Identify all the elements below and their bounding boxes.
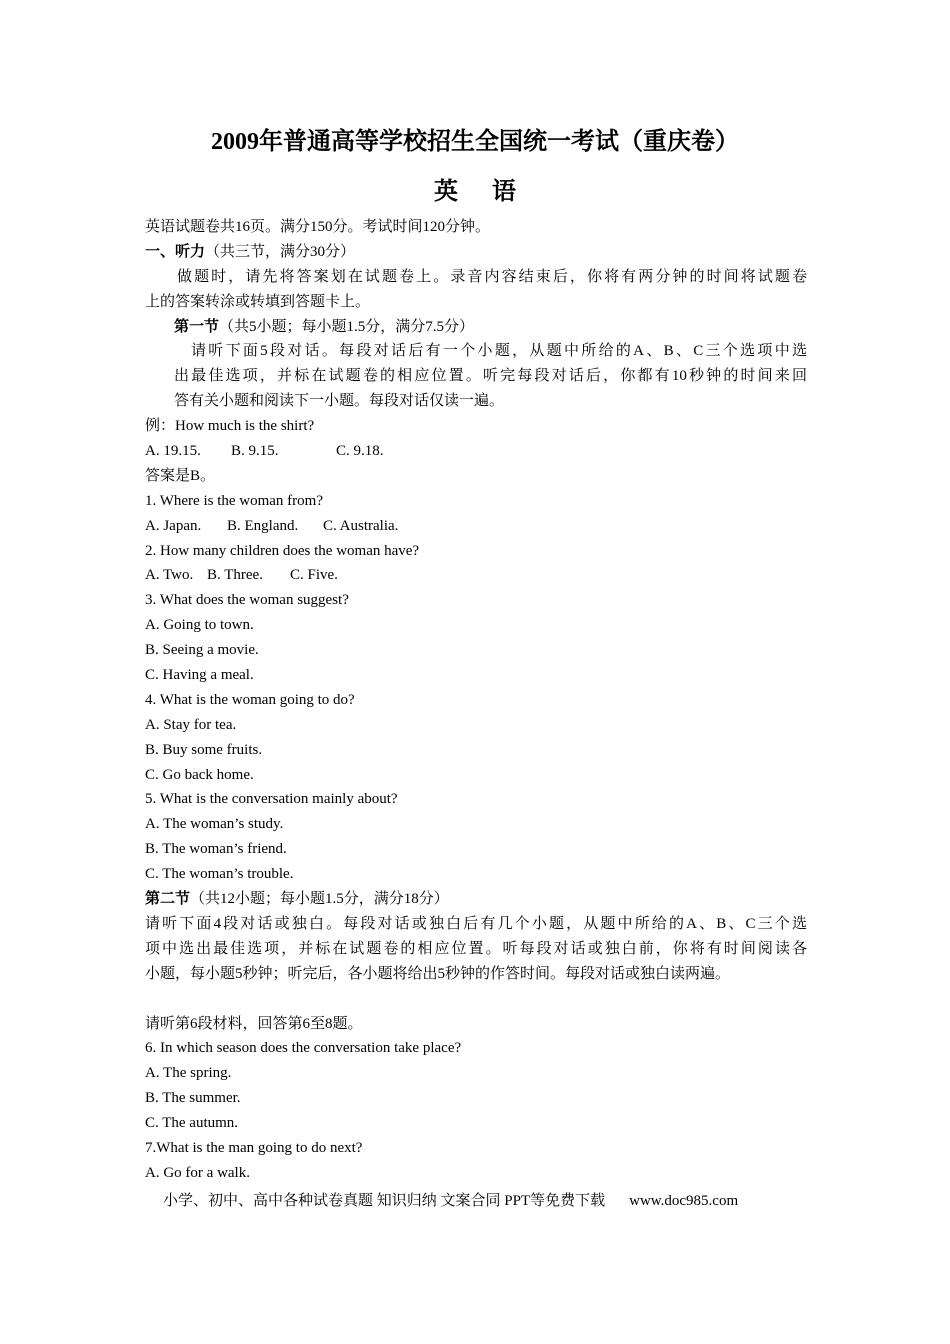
question-5-option-c: C. The woman’s trouble. [145, 866, 294, 883]
question-3-option-b: B. Seeing a movie. [145, 642, 259, 659]
question-6-option-c: C. The autumn. [145, 1115, 239, 1132]
question-2: 2. How many children does the woman have? [145, 542, 420, 559]
exam-intro: 英语试题卷共16页。满分150分。考试时间120分钟。 [145, 219, 491, 235]
section2-instruction-line3: 小题，每小题5秒钟；听完后，各小题将给出5秒钟的作答时间。每段对话或独白读两遍。 [145, 965, 731, 982]
exam-title: 2009年普通高等学校招生全国统一考试（重庆卷） [211, 129, 739, 155]
blank-line [145, 987, 807, 1012]
question-6-option-a: A. The spring. [145, 1065, 232, 1082]
question-5: 5. What is the conversation mainly about? [145, 791, 398, 808]
question-2-option-a: A. Two. [145, 567, 194, 584]
section2-instruction-line1: 请听下面4段对话或独白。每段对话或独白后有几个小题，从题中所给的A、B、C三个选 [145, 915, 807, 932]
example-option-b: B. 9.15. [231, 443, 279, 460]
question-6-option-b: B. The summer. [145, 1090, 241, 1107]
section1-instruction-line3: 答有关小题和阅读下一小题。每段对话仅读一遍。 [174, 393, 505, 410]
section1-heading-note: （共5小题；每小题1.5分，满分7.5分） [219, 318, 475, 335]
page-footer [163, 1189, 738, 1213]
question-3: 3. What does the woman suggest? [145, 592, 349, 609]
question-2-option-c: C. Five. [290, 567, 338, 584]
example-option-c: C. 9.18. [336, 443, 384, 460]
section1-heading: 第一节 [174, 318, 220, 335]
question-1-option-b: B. England. [227, 517, 299, 534]
example-option-a: A. 19.15. [145, 443, 201, 460]
question-5-option-a: A. The woman’s study. [145, 816, 284, 833]
question-6: 6. In which season does the conversation take place? [145, 1040, 462, 1057]
part1-heading-note: （共三节，满分30分） [205, 243, 356, 260]
question-2-option-b: B. Three. [207, 567, 263, 584]
question-7: 7.What is the man going to do next? [145, 1139, 363, 1156]
part1-instruction-line1: 做题时，请先将答案划在试题卷上。录音内容结束后，你将有两分钟的时间将试题卷 [177, 268, 807, 285]
part1-instruction-line2: 上的答案转涂或转填到答题卡上。 [145, 293, 371, 310]
section2-instruction-line2: 项中选出最佳选项，并标在试题卷的相应位置。听每段对话或独白前，你将有时间阅读各 [145, 940, 807, 957]
exam-subject: 英 语 [434, 179, 530, 205]
question-1: 1. Where is the woman from? [145, 492, 324, 509]
section2-heading-note: （共12小题；每小题1.5分，满分18分） [190, 891, 449, 908]
section1-instruction-line1: 请听下面5段对话。每段对话后有一个小题，从题中所给的A、B、C三个选项中选 [191, 343, 807, 360]
question-5-option-b: B. The woman’s friend. [145, 841, 287, 858]
footer-text: 小学、初中、高中各种试卷真题 知识归纳 文案合同 PPT等免费下载 [163, 1193, 606, 1209]
part1-heading: 一、听力 [145, 243, 206, 260]
section1-instruction-line2: 出最佳选项，并标在试题卷的相应位置。听完每段对话后，你都有10秒钟的时间来回 [174, 368, 807, 385]
question-4-option-c: C. Go back home. [145, 766, 254, 783]
example-options [145, 439, 807, 464]
question-1-option-a: A. Japan. [145, 517, 202, 534]
question-4-option-a: A. Stay for tea. [145, 716, 237, 733]
section1-heading-line [145, 315, 807, 340]
footer-url[interactable]: www.doc985.com [629, 1193, 739, 1209]
example-answer: 答案是B。 [145, 467, 216, 484]
section2-heading: 第二节 [145, 891, 191, 908]
example-question: 例：How much is the shirt? [145, 418, 315, 435]
question-1-option-c: C. Australia. [323, 517, 399, 534]
material-6-instruction: 请听第6段材料，回答第6至8题。 [145, 1015, 363, 1032]
question-4: 4. What is the woman going to do? [145, 691, 355, 708]
question-2-options [145, 563, 807, 588]
question-3-option-c: C. Having a meal. [145, 667, 254, 684]
question-4-option-b: B. Buy some fruits. [145, 741, 263, 758]
exam-content [145, 215, 807, 1186]
question-1-options [145, 514, 807, 539]
part1-heading-line [145, 240, 807, 265]
question-7-option-a: A. Go for a walk. [145, 1164, 250, 1181]
section2-heading-line [145, 887, 807, 912]
question-3-option-a: A. Going to town. [145, 617, 254, 634]
